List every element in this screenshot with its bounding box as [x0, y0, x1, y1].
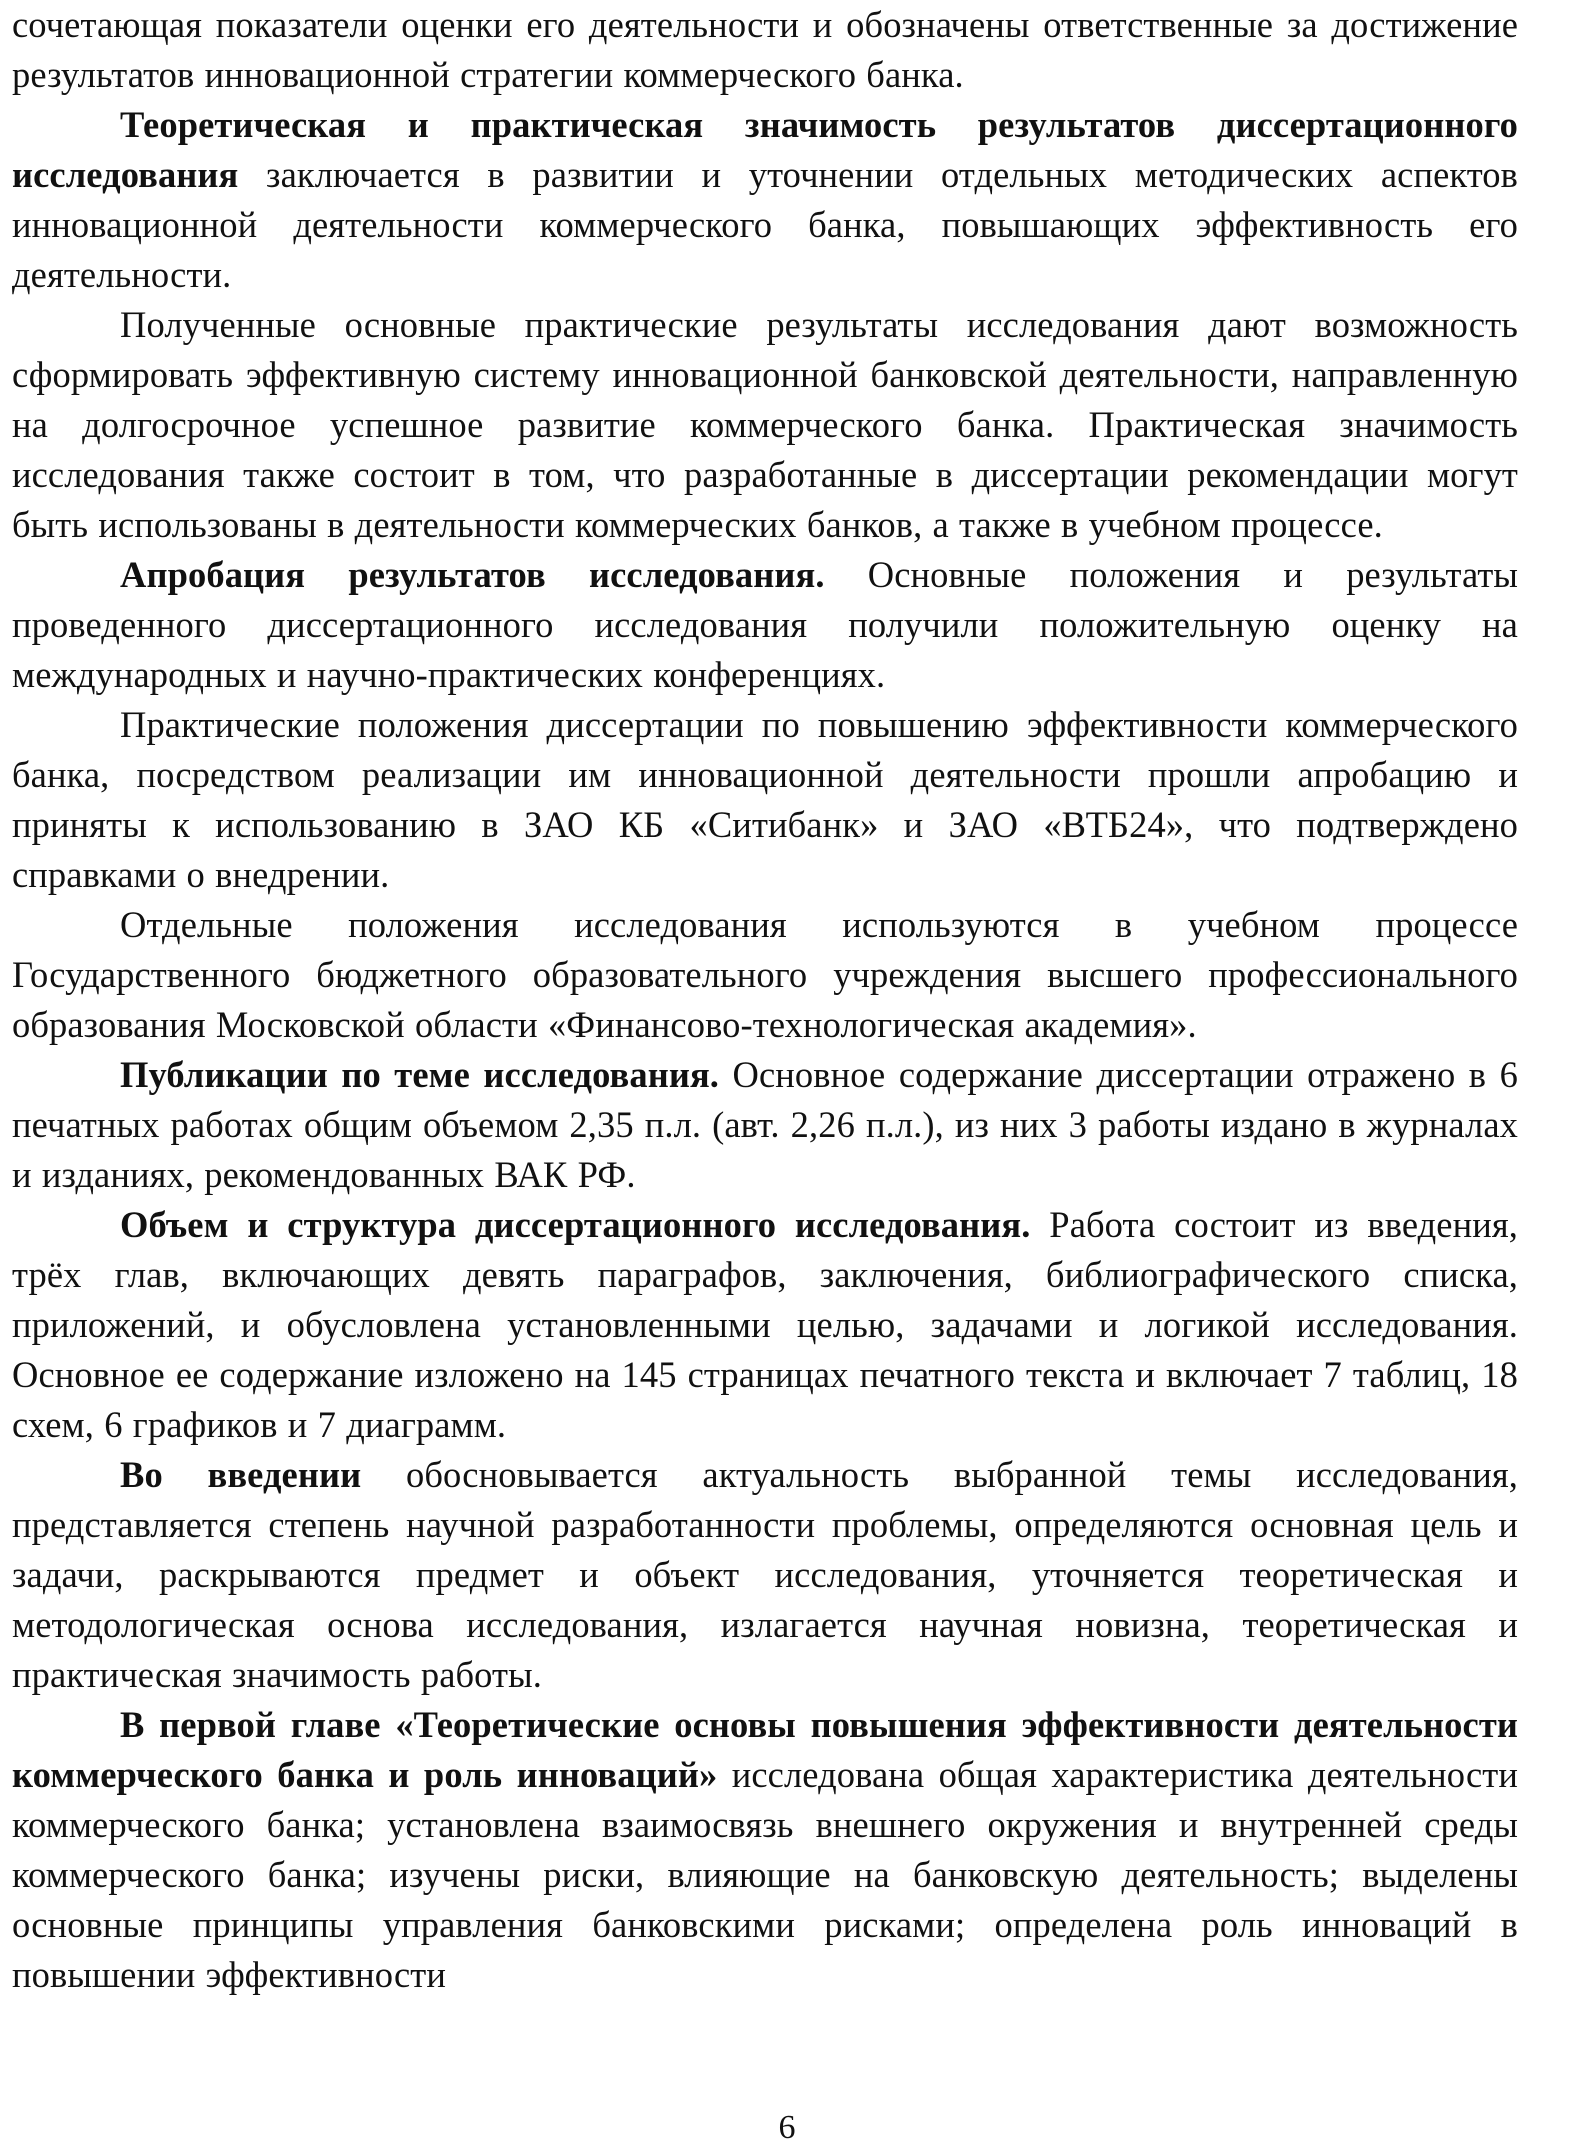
paragraph-structure [12, 1200, 1518, 1450]
paragraph-text: исследована общая характеристика деятельности коммерческого банка; установлена взаимосвязь внешнего окружения и внутренней среды коммерческого банка; изучены риски, влияющие на банковскую деятельность; выделены основные принципы управления банковскими рисками; определена роль инноваций в повышении эффективности [12, 1754, 1518, 1995]
page-number: 6 [778, 2109, 796, 2146]
paragraph-lead: Теоретическая и практическая значимость результатов диссертационного исследования [12, 104, 1518, 195]
paragraph-text: Полученные основные практические результаты исследования дают возможность сформировать эффективную систему инновационной банковской деятельности, направленную на долгосрочное успешное развитие коммерческого банка. Практическая значимость исследования также состоит в том, что разработанные в диссертации рекомендации могут быть использованы в деятельности коммерческих банков, а также в учебном процессе. [12, 304, 1518, 545]
document-page [12, 0, 1518, 2100]
paragraph-lead: В первой главе «Теоретические основы повышения эффективности деятельности коммерческого банка и роль инноваций» [12, 1704, 1518, 1795]
paragraph-lead: Апробация результатов исследования. [120, 554, 825, 595]
paragraph-educational-use [12, 900, 1518, 1050]
paragraph-practical-provisions [12, 700, 1518, 900]
paragraph-text: Отдельные положения исследования используются в учебном процессе Государственного бюджетного образовательного учреждения высшего профессионального образования Московской области «Финансово-технологическая академия». [12, 904, 1518, 1045]
paragraph-approbation [12, 550, 1518, 700]
paragraph-text: Работа состоит из введения, трёх глав, включающих девять параграфов, заключения, библиографического списка, приложений, и обусловлена установленными целью, задачами и логикой исследования. Основное ее содержание изложено на 145 страницах печатного текста и включает 7 таблиц, 18 схем, 6 графиков и 7 диаграмм. [12, 1204, 1518, 1445]
paragraph-introduction [12, 1450, 1518, 1700]
paragraph-text: заключается в развитии и уточнении отдельных методических аспектов инновационной деятельности коммерческого банка, повышающих эффективность его деятельности. [12, 154, 1518, 295]
paragraph-text: сочетающая показатели оценки его деятельности и обозначены ответственные за достижение результатов инновационной стратегии коммерческого банка. [12, 4, 1518, 95]
paragraph-text: Основные положения и результаты проведенного диссертационного исследования получили положительную оценку на международных и научно-практических конференциях. [12, 554, 1518, 695]
paragraph-continuation [12, 0, 1518, 100]
paragraph-first-chapter [12, 1700, 1518, 2000]
paragraph-text: Практические положения диссертации по повышению эффективности коммерческого банка, посредством реализации им инновационной деятельности прошли апробацию и приняты к использованию в ЗАО КБ «Ситибанк» и ЗАО «ВТБ24», что подтверждено справками о внедрении. [12, 704, 1518, 895]
paragraph-lead: Публикации по теме исследования. [120, 1054, 720, 1095]
paragraph-lead: Объем и структура диссертационного исследования. [120, 1204, 1031, 1245]
paragraph-significance [12, 100, 1518, 300]
paragraph-text: Основное содержание диссертации отражено в 6 печатных работах общим объемом 2,35 п.л. (авт. 2,26 п.л.), из них 3 работы издано в журналах и изданиях, рекомендованных ВАК РФ. [12, 1054, 1518, 1195]
paragraph-text: обосновывается актуальность выбранной темы исследования, представляется степень научной разработанности проблемы, определяются основная цель и задачи, раскрываются предмет и объект исследования, уточняется теоретическая и методологическая основа исследования, излагается научная новизна, теоретическая и практическая значимость работы. [12, 1454, 1519, 1695]
paragraph-lead: Во введении [120, 1454, 362, 1495]
paragraph-publications [12, 1050, 1518, 1200]
paragraph-practical-results [12, 300, 1518, 550]
